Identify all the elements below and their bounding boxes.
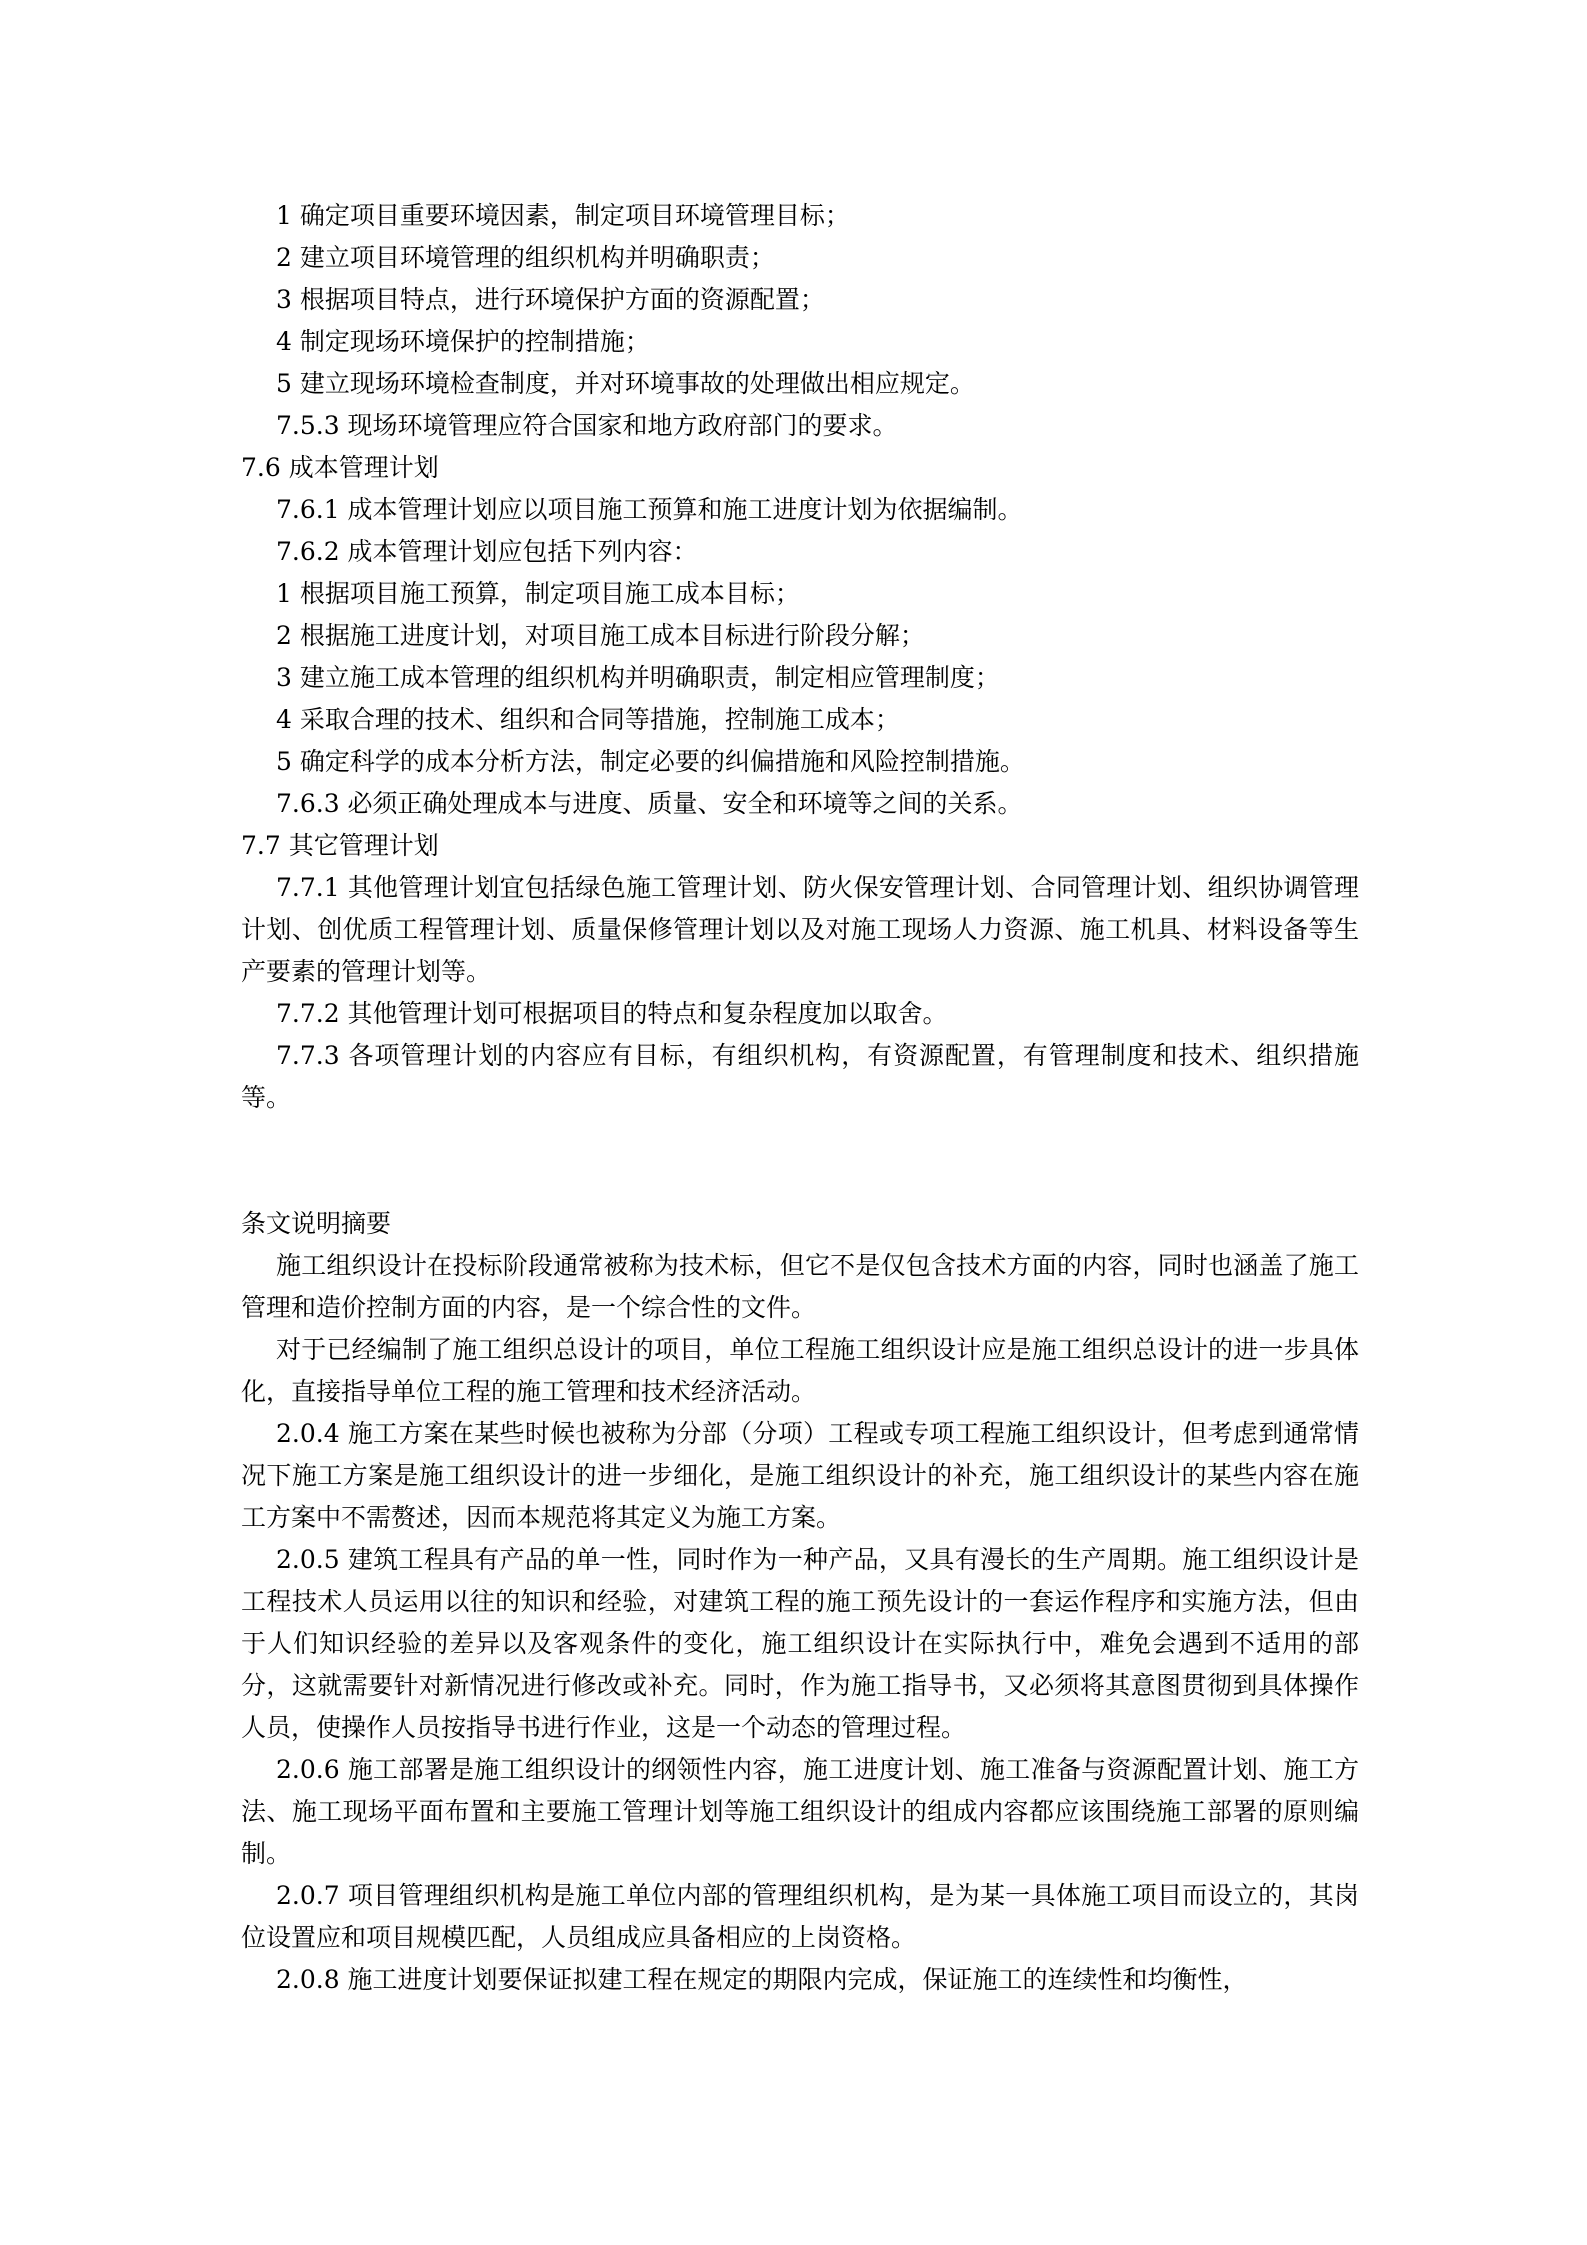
paragraph: 5 确定科学的成本分析方法，制定必要的纠偏措施和风险控制措施。 [276, 747, 1025, 776]
paragraph: 2.0.8 施工进度计划要保证拟建工程在规定的期限内完成，保证施工的连续性和均衡性， [276, 1965, 1248, 1994]
paragraph: 7.6.1 成本管理计划应以项目施工预算和施工进度计划为依据编制。 [276, 495, 1023, 524]
paragraph: 7.7.1 其他管理计划宜包括绿色施工管理计划、防火保安管理计划、合同管理计划、组织协调管理计划、创优质工程管理计划、质量保修管理计划以及对施工现场人力资源、施工机具、材料设备等生产要素的管理计划等。 [241, 873, 1359, 986]
paragraph: 3 建立施工成本管理的组织机构并明确职责，制定相应管理制度； [276, 663, 1000, 692]
section-clause-explanations [241, 1245, 1359, 2001]
paragraph: 2 建立项目环境管理的组织机构并明确职责； [276, 243, 775, 272]
paragraph: 5 建立现场环境检查制度，并对环境事故的处理做出相应规定。 [276, 369, 975, 398]
paragraph: 1 确定项目重要环境因素，制定项目环境管理目标； [276, 201, 850, 230]
section-heading: 7.6 成本管理计划 [241, 453, 439, 482]
paragraph: 7.7.3 各项管理计划的内容应有目标，有组织机构，有资源配置，有管理制度和技术、组织措施等。 [241, 1041, 1359, 1112]
paragraph: 4 制定现场环境保护的控制措施； [276, 327, 650, 356]
paragraph: 4 采取合理的技术、组织和合同等措施，控制施工成本； [276, 705, 900, 734]
paragraph: 7.6.3 必须正确处理成本与进度、质量、安全和环境等之间的关系。 [276, 789, 1023, 818]
paragraph: 3 根据项目特点，进行环境保护方面的资源配置； [276, 285, 825, 314]
paragraph: 7.7.2 其他管理计划可根据项目的特点和复杂程度加以取舍。 [276, 999, 948, 1028]
paragraph: 1 根据项目施工预算，制定项目施工成本目标； [276, 579, 800, 608]
paragraph: 7.5.3 现场环境管理应符合国家和地方政府部门的要求。 [276, 411, 898, 440]
clause-explanation-heading: 条文说明摘要 [241, 1209, 392, 1238]
paragraph: 2.0.5 建筑工程具有产品的单一性，同时作为一种产品，又具有漫长的生产周期。施工组织设计是工程技术人员运用以往的知识和经验，对建筑工程的施工预先设计的一套运作程序和实施方法，但由于人们知识经验的差异以及客观条件的变化，施工组织设计在实际执行中，难免会遇到不适用的部分，这就需要针对新情况进行修改或补充。同时，作为施工指导书，又必须将其意图贯彻到具体操作人员，使操作人员按指导书进行作业，这是一个动态的管理过程。 [241, 1545, 1359, 1742]
paragraph: 2.0.6 施工部署是施工组织设计的纲领性内容，施工进度计划、施工准备与资源配置计划、施工方法、施工现场平面布置和主要施工管理计划等施工组织设计的组成内容都应该围绕施工部署的原则编制。 [241, 1755, 1359, 1868]
section-management-plans [241, 195, 1359, 1119]
section-spacer [241, 1119, 1359, 1203]
paragraph: 2.0.7 项目管理组织机构是施工单位内部的管理组织机构，是为某一具体施工项目而设立的，其岗位设置应和项目规模匹配，人员组成应具备相应的上岗资格。 [241, 1881, 1359, 1952]
paragraph: 7.6.2 成本管理计划应包括下列内容： [276, 537, 698, 566]
document-body [241, 195, 1359, 2001]
paragraph: 对于已经编制了施工组织总设计的项目，单位工程施工组织设计应是施工组织总设计的进一步具体化，直接指导单位工程的施工管理和技术经济活动。 [241, 1335, 1359, 1406]
paragraph: 2 根据施工进度计划，对项目施工成本目标进行阶段分解； [276, 621, 925, 650]
section-heading: 7.7 其它管理计划 [241, 831, 439, 860]
paragraph: 2.0.4 施工方案在某些时候也被称为分部（分项）工程或专项工程施工组织设计，但考虑到通常情况下施工方案是施工组织设计的进一步细化，是施工组织设计的补充，施工组织设计的某些内容在施工方案中不需赘述，因而本规范将其定义为施工方案。 [241, 1419, 1359, 1532]
paragraph: 施工组织设计在投标阶段通常被称为技术标，但它不是仅包含技术方面的内容，同时也涵盖了施工管理和造价控制方面的内容，是一个综合性的文件。 [241, 1251, 1359, 1322]
